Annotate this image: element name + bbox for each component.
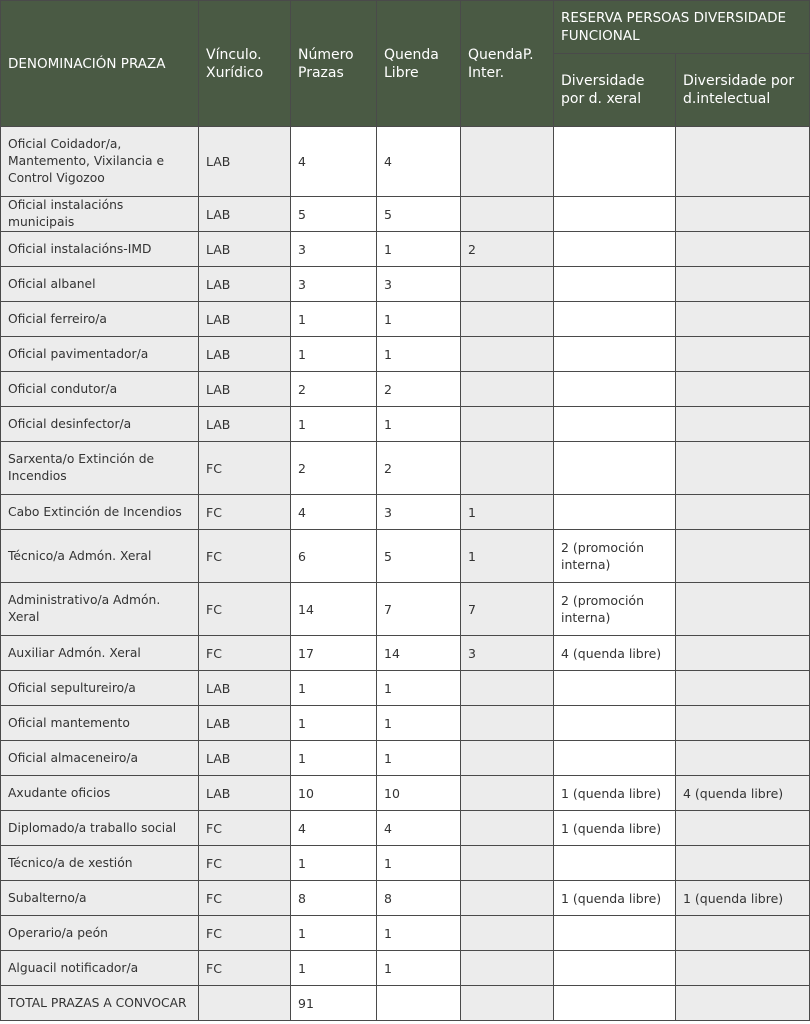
cell-div-xeral: 1 (quenda libre) — [554, 881, 676, 916]
cell-quenda-p-inter — [461, 197, 554, 232]
table-row — [1, 267, 810, 302]
cell-quenda-libre: 1 — [377, 407, 461, 442]
cell-div-intelectual — [676, 197, 810, 232]
cell-numero: 1 — [291, 407, 377, 442]
cell-quenda-p-inter — [461, 916, 554, 951]
cell-quenda-p-inter — [461, 741, 554, 776]
cell-quenda-p-inter — [461, 407, 554, 442]
cell-div-intelectual — [676, 337, 810, 372]
cell-quenda-libre: 14 — [377, 636, 461, 671]
cell-quenda-libre: 3 — [377, 267, 461, 302]
cell-vinculo: LAB — [199, 232, 291, 267]
cell-vinculo: FC — [199, 881, 291, 916]
cell-numero: 1 — [291, 706, 377, 741]
cell-quenda-libre: 2 — [377, 372, 461, 407]
cell-vinculo: LAB — [199, 302, 291, 337]
cell-quenda-libre: 5 — [377, 530, 461, 583]
cell-numero: 1 — [291, 951, 377, 986]
cell-div-xeral — [554, 916, 676, 951]
cell-vinculo: LAB — [199, 267, 291, 302]
cell-quenda-p-inter — [461, 846, 554, 881]
cell-denominacion: Oficial sepultureiro/a — [1, 671, 199, 706]
cell-div-intelectual — [676, 986, 810, 1021]
cell-div-xeral — [554, 986, 676, 1021]
cell-quenda-libre: 1 — [377, 706, 461, 741]
cell-quenda-p-inter — [461, 986, 554, 1021]
cell-quenda-libre: 1 — [377, 232, 461, 267]
cell-div-xeral — [554, 302, 676, 337]
table-row — [1, 741, 810, 776]
cell-div-xeral — [554, 197, 676, 232]
cell-div-xeral — [554, 407, 676, 442]
cell-div-xeral: 2 (promoción interna) — [554, 530, 676, 583]
cell-div-intelectual — [676, 916, 810, 951]
cell-quenda-p-inter: 7 — [461, 583, 554, 636]
cell-vinculo — [199, 986, 291, 1021]
table-row — [1, 916, 810, 951]
cell-vinculo: LAB — [199, 407, 291, 442]
cell-denominacion: Técnico/a de xestión — [1, 846, 199, 881]
cell-quenda-p-inter — [461, 442, 554, 495]
cell-quenda-libre: 1 — [377, 337, 461, 372]
cell-div-intelectual — [676, 442, 810, 495]
cell-vinculo: FC — [199, 636, 291, 671]
cell-quenda-p-inter — [461, 881, 554, 916]
table-row — [1, 671, 810, 706]
cell-quenda-libre: 1 — [377, 916, 461, 951]
cell-denominacion: Diplomado/a traballo social — [1, 811, 199, 846]
header-numero: Número Prazas — [291, 1, 377, 127]
cell-div-intelectual — [676, 741, 810, 776]
table-row — [1, 530, 810, 583]
cell-div-intelectual: 4 (quenda libre) — [676, 776, 810, 811]
table-row — [1, 232, 810, 267]
cell-div-xeral — [554, 671, 676, 706]
cell-numero: 5 — [291, 197, 377, 232]
cell-numero: 10 — [291, 776, 377, 811]
cell-denominacion: Cabo Extinción de Incendios — [1, 495, 199, 530]
cell-vinculo: FC — [199, 846, 291, 881]
cell-vinculo: FC — [199, 951, 291, 986]
cell-numero: 1 — [291, 671, 377, 706]
cell-quenda-libre: 3 — [377, 495, 461, 530]
cell-vinculo: LAB — [199, 337, 291, 372]
cell-numero: 1 — [291, 741, 377, 776]
cell-denominacion: Sarxenta/o Extinción de Incendios — [1, 442, 199, 495]
cell-quenda-libre: 1 — [377, 741, 461, 776]
cell-quenda-p-inter — [461, 372, 554, 407]
cell-numero: 6 — [291, 530, 377, 583]
cell-div-intelectual — [676, 671, 810, 706]
cell-denominacion: Oficial albanel — [1, 267, 199, 302]
table-row — [1, 776, 810, 811]
cell-quenda-libre: 5 — [377, 197, 461, 232]
cell-numero: 8 — [291, 881, 377, 916]
cell-vinculo: FC — [199, 442, 291, 495]
cell-div-intelectual — [676, 811, 810, 846]
cell-denominacion: Técnico/a Admón. Xeral — [1, 530, 199, 583]
cell-div-xeral — [554, 846, 676, 881]
table-row — [1, 951, 810, 986]
cell-div-intelectual — [676, 530, 810, 583]
cell-div-intelectual — [676, 407, 810, 442]
cell-numero: 1 — [291, 302, 377, 337]
cell-numero: 3 — [291, 232, 377, 267]
cell-quenda-libre: 1 — [377, 846, 461, 881]
header-vinculo: Vínculo. Xurídico — [199, 1, 291, 127]
cell-div-xeral — [554, 495, 676, 530]
cell-quenda-p-inter — [461, 706, 554, 741]
header-reserva: RESERVA PERSOAS DIVERSIDADE FUNCIONAL — [554, 1, 810, 54]
table-row — [1, 636, 810, 671]
cell-denominacion: Oficial almaceneiro/a — [1, 741, 199, 776]
cell-vinculo: FC — [199, 916, 291, 951]
cell-vinculo: LAB — [199, 671, 291, 706]
table-row — [1, 495, 810, 530]
cell-vinculo: LAB — [199, 127, 291, 197]
cell-div-intelectual — [676, 302, 810, 337]
cell-denominacion: TOTAL PRAZAS A CONVOCAR — [1, 986, 199, 1021]
cell-div-xeral: 1 (quenda libre) — [554, 776, 676, 811]
cell-quenda-libre: 10 — [377, 776, 461, 811]
header-quenda-p-inter: QuendaP. Inter. — [461, 1, 554, 127]
cell-div-xeral — [554, 337, 676, 372]
cell-div-xeral — [554, 951, 676, 986]
cell-div-intelectual — [676, 706, 810, 741]
table-row — [1, 442, 810, 495]
cell-numero: 17 — [291, 636, 377, 671]
table-row — [1, 706, 810, 741]
table-header — [1, 1, 810, 127]
cell-numero: 91 — [291, 986, 377, 1021]
cell-quenda-p-inter — [461, 267, 554, 302]
cell-div-intelectual — [676, 495, 810, 530]
cell-vinculo: LAB — [199, 776, 291, 811]
cell-quenda-p-inter — [461, 811, 554, 846]
cell-numero: 2 — [291, 372, 377, 407]
cell-quenda-p-inter — [461, 951, 554, 986]
cell-quenda-libre: 1 — [377, 951, 461, 986]
cell-div-xeral — [554, 372, 676, 407]
header-div-intelectual: Diversidade por d.intelectual — [676, 54, 810, 127]
cell-denominacion: Auxiliar Admón. Xeral — [1, 636, 199, 671]
cell-div-intelectual — [676, 232, 810, 267]
table-row — [1, 372, 810, 407]
cell-denominacion: Oficial instalacións municipais — [1, 197, 199, 232]
cell-denominacion: Subalterno/a — [1, 881, 199, 916]
cell-numero: 4 — [291, 495, 377, 530]
cell-quenda-p-inter — [461, 671, 554, 706]
cell-quenda-p-inter: 2 — [461, 232, 554, 267]
header-quenda-libre: Quenda Libre — [377, 1, 461, 127]
cell-div-xeral — [554, 706, 676, 741]
cell-quenda-p-inter: 1 — [461, 495, 554, 530]
cell-div-intelectual — [676, 636, 810, 671]
cell-numero: 4 — [291, 127, 377, 197]
header-div-xeral: Diversidade por d. xeral — [554, 54, 676, 127]
table-row — [1, 583, 810, 636]
cell-div-intelectual — [676, 951, 810, 986]
table-row — [1, 337, 810, 372]
cell-div-intelectual — [676, 127, 810, 197]
cell-quenda-libre: 4 — [377, 127, 461, 197]
cell-vinculo: FC — [199, 811, 291, 846]
table-row — [1, 302, 810, 337]
cell-vinculo: FC — [199, 583, 291, 636]
cell-div-xeral — [554, 442, 676, 495]
cell-div-intelectual — [676, 372, 810, 407]
table-row — [1, 127, 810, 197]
cell-denominacion: Axudante oficios — [1, 776, 199, 811]
cell-numero: 14 — [291, 583, 377, 636]
cell-denominacion: Operario/a peón — [1, 916, 199, 951]
cell-numero: 3 — [291, 267, 377, 302]
cell-div-xeral — [554, 127, 676, 197]
cell-quenda-p-inter — [461, 776, 554, 811]
cell-div-xeral — [554, 232, 676, 267]
cell-div-intelectual: 1 (quenda libre) — [676, 881, 810, 916]
cell-vinculo: FC — [199, 530, 291, 583]
cell-denominacion: Oficial mantemento — [1, 706, 199, 741]
cell-quenda-libre: 1 — [377, 671, 461, 706]
cell-vinculo: LAB — [199, 706, 291, 741]
cell-div-xeral: 2 (promoción interna) — [554, 583, 676, 636]
total-row — [1, 986, 810, 1021]
cell-div-intelectual — [676, 267, 810, 302]
cell-denominacion: Oficial condutor/a — [1, 372, 199, 407]
table-row — [1, 811, 810, 846]
table-row — [1, 846, 810, 881]
cell-div-xeral — [554, 267, 676, 302]
header-denominacion: DENOMINACIÓN PRAZA — [1, 1, 199, 127]
cell-numero: 1 — [291, 337, 377, 372]
cell-numero: 1 — [291, 916, 377, 951]
cell-numero: 1 — [291, 846, 377, 881]
table-body — [1, 127, 810, 1021]
cell-vinculo: LAB — [199, 741, 291, 776]
cell-quenda-libre: 7 — [377, 583, 461, 636]
cell-vinculo: FC — [199, 495, 291, 530]
cell-div-xeral: 4 (quenda libre) — [554, 636, 676, 671]
cell-denominacion: Alguacil notificador/a — [1, 951, 199, 986]
cell-denominacion: Oficial ferreiro/a — [1, 302, 199, 337]
cell-denominacion: Oficial pavimentador/a — [1, 337, 199, 372]
cell-div-xeral: 1 (quenda libre) — [554, 811, 676, 846]
table-row — [1, 881, 810, 916]
cell-numero: 4 — [291, 811, 377, 846]
cell-numero: 2 — [291, 442, 377, 495]
cell-vinculo: LAB — [199, 197, 291, 232]
cell-div-intelectual — [676, 846, 810, 881]
cell-denominacion: Administrativo/a Admón. Xeral — [1, 583, 199, 636]
cell-div-intelectual — [676, 583, 810, 636]
cell-quenda-libre: 8 — [377, 881, 461, 916]
cell-denominacion: Oficial desinfector/a — [1, 407, 199, 442]
cell-quenda-libre — [377, 986, 461, 1021]
cell-quenda-libre: 4 — [377, 811, 461, 846]
cell-div-xeral — [554, 741, 676, 776]
cell-denominacion: Oficial Coidador/a, Mantemento, Vixilancia e Control Vigozoo — [1, 127, 199, 197]
cell-quenda-p-inter — [461, 127, 554, 197]
cell-quenda-p-inter — [461, 337, 554, 372]
cell-quenda-p-inter: 1 — [461, 530, 554, 583]
cell-quenda-libre: 2 — [377, 442, 461, 495]
cell-quenda-libre: 1 — [377, 302, 461, 337]
cell-quenda-p-inter: 3 — [461, 636, 554, 671]
cell-quenda-p-inter — [461, 302, 554, 337]
cell-vinculo: LAB — [199, 372, 291, 407]
table-row — [1, 197, 810, 232]
cell-denominacion: Oficial instalacións-IMD — [1, 232, 199, 267]
table-row — [1, 407, 810, 442]
